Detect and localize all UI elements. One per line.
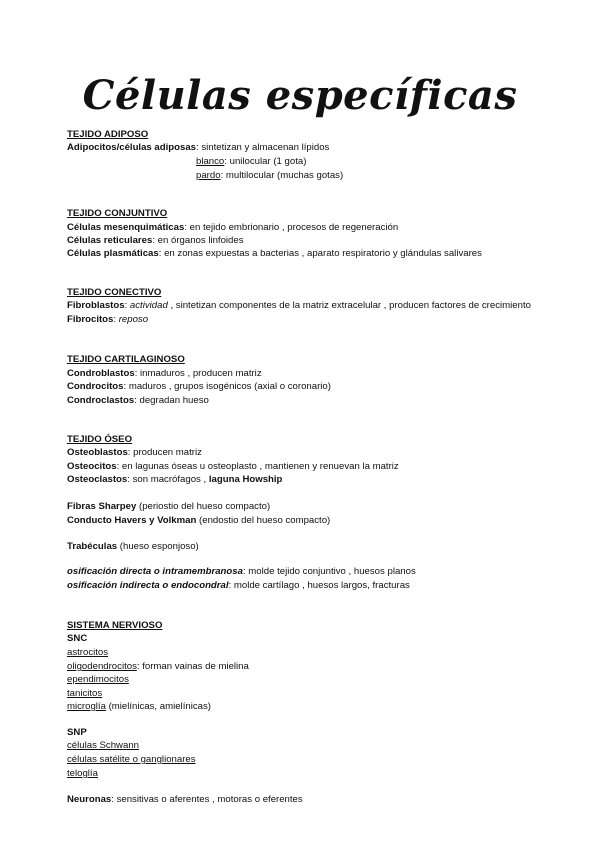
term: Conducto Havers y Volkman [67,515,197,526]
line-osificacion-directa [67,566,416,578]
line-osteoblastos [67,447,202,459]
line-condroclastos [67,395,209,407]
desc: (periostio del hueso compacto) [136,501,271,512]
desc: : molde tejido conjuntivo , huesos planos [242,566,416,577]
line-teloglia: teloglía [67,768,98,779]
desc: : en lagunas óseas u osteoplasto , mantienen y renuevan la matriz [116,461,399,472]
desc: : en tejido embrionario , procesos de regeneración [184,222,399,233]
desc: (hueso esponjoso) [117,541,199,552]
term: Osteoblastos [67,447,128,458]
term: Condroclastos [67,395,135,406]
page-title: Células específicas [82,72,518,119]
term: Osteoclastos [67,474,128,485]
line-schwann: células Schwann [67,740,139,751]
desc: : en zonas expuestas a bacterias , aparato respiratorio y glándulas salivares [158,248,482,259]
term-howship: laguna Howship [208,474,283,485]
desc: : en órganos linfoides [152,235,244,246]
line-tanicitos: tanicitos [67,688,103,699]
term: Células plasmáticas [67,248,159,259]
line-mesenquimaticas [67,222,398,234]
desc: : sintetizan y almacenan lípidos [196,142,330,153]
term: Fibroblastos [67,300,125,311]
desc: , sintetizan componentes de la matriz extracelular , producen factores de crecimiento [167,300,531,311]
line-pardo [196,170,343,182]
term: blanco [196,156,225,167]
line-adipocitos [67,142,329,154]
term: pardo [196,170,221,181]
term: osificación indirecta o endocondral [67,580,229,591]
desc: : sensitivas o aferentes , motoras o eferentes [111,794,303,805]
line-osteocitos [67,461,399,473]
term: Células mesenquimáticas [67,222,185,233]
term: Fibras Sharpey [67,501,137,512]
line-havers [67,515,330,527]
line-astrocitos: astrocitos [67,647,109,658]
state: reposo [118,314,149,325]
subheading-snc: SNC [67,633,88,644]
desc: : forman vainas de mielina [136,661,249,672]
line-oligodendrocitos [67,661,249,673]
line-plasmaticas [67,248,482,260]
desc: : degradan hueso [134,395,209,406]
term: Fibrocitos [67,314,114,325]
line-satelite: células satélite o ganglionares [67,754,196,765]
state: actividad [129,300,168,311]
term: Neuronas [67,794,112,805]
line-ependimocitos: ependimocitos [67,674,129,685]
line-microglia [67,701,211,713]
line-trabeculas [67,541,199,553]
term: Adipocitos/células adiposas [67,142,197,153]
desc: : inmaduros , producen matriz [134,368,262,379]
desc: (mielínicas, amielínicas) [105,701,211,712]
desc: : molde cartílago , huesos largos, fracturas [228,580,410,591]
section-heading-nervioso: SISTEMA NERVIOSO [67,620,163,631]
desc: (endostio del hueso compacto) [196,515,331,526]
line-osteoclastos [67,474,282,486]
term: Condrocitos [67,381,124,392]
line-neuronas [67,794,303,806]
line-blanco [196,156,306,168]
term: Condroblastos [67,368,135,379]
line-condrocitos [67,381,331,393]
section-heading-adiposo: TEJIDO ADIPOSO [67,129,149,140]
desc: : multilocular (muchas gotas) [220,170,344,181]
term: microglía [67,701,106,712]
line-reticulares [67,235,244,247]
line-sharpey [67,501,270,513]
subheading-snp: SNP [67,727,87,738]
section-heading-conectivo: TEJIDO CONECTIVO [67,287,162,298]
term: Trabéculas [67,541,118,552]
section-heading-cartilaginoso: TEJIDO CARTILAGINOSO [67,354,185,365]
desc: : maduros , grupos isogénicos (axial o coronario) [123,381,331,392]
term: osificación directa o intramembranosa [67,566,243,577]
line-fibrocitos: Fibrocitos: reposo [67,314,149,325]
section-heading-oseo: TEJIDO ÓSEO [67,434,133,445]
section-heading-conjuntivo: TEJIDO CONJUNTIVO [67,208,168,219]
desc: : son macrófagos , [127,474,209,485]
term: Células reticulares [67,235,153,246]
term: Osteocitos [67,461,117,472]
line-fibroblastos: Fibroblastos: actividad , sintetizan componentes de la matriz extracelular , producen factores de crecimiento [67,300,531,311]
desc: : unilocular (1 gota) [224,156,307,167]
desc: : producen matriz [127,447,202,458]
line-osificacion-indirecta [67,580,410,592]
line-condroblastos [67,368,262,380]
term: oligodendrocitos [67,661,137,672]
